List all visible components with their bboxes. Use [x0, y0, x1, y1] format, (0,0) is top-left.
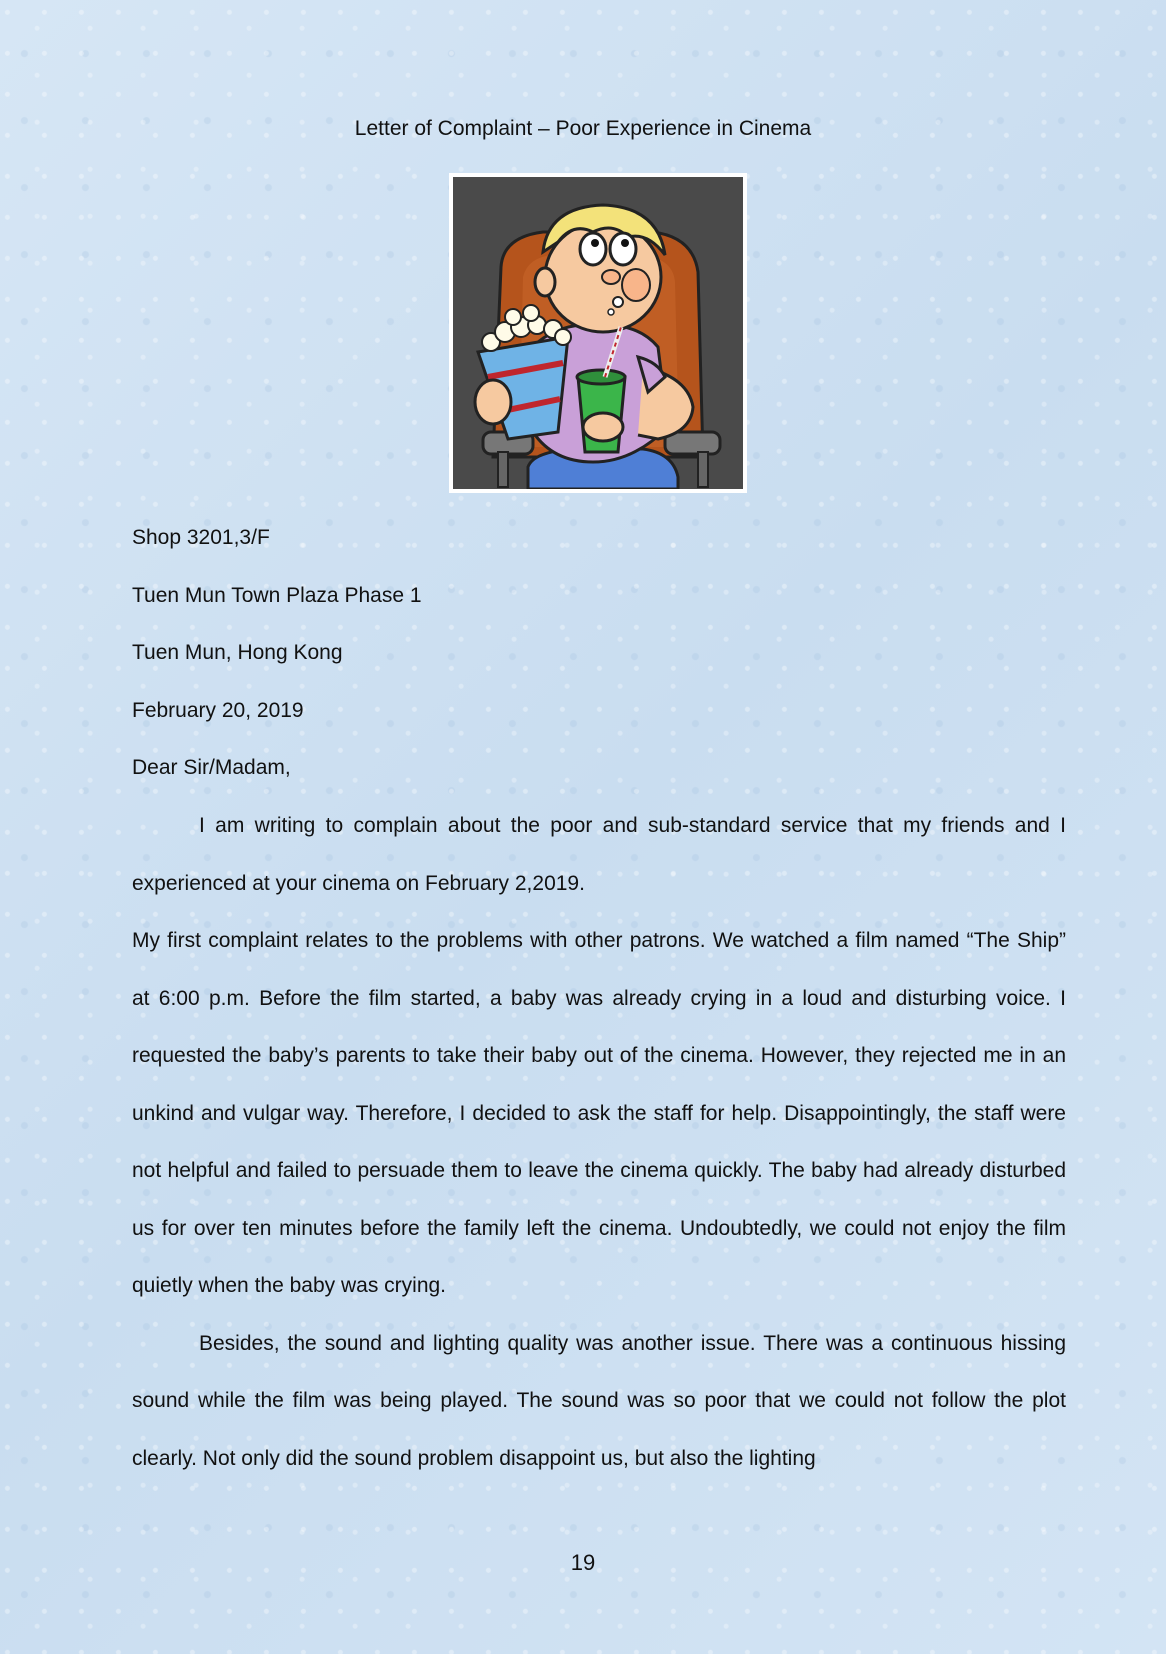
paragraph: Besides, the sound and lighting quality was another issue. There was a continuous hissing sound while the film was being played. The sound was so poor that we could not follow the plot clearly. Not only did the sound problem disappoint us, but also the lighting — [132, 1331, 1066, 1470]
sender-address-block — [132, 509, 1066, 797]
letter-date: February 20, 2019 — [132, 698, 304, 722]
document-title: Letter of Complaint – Poor Experience in Cinema — [354, 117, 812, 140]
address-line: Tuen Mun Town Plaza Phase 1 — [132, 583, 422, 607]
letter-body — [132, 797, 1066, 1487]
page-number: 19 — [570, 1550, 596, 1575]
paragraph: I am writing to complain about the poor and sub-standard service that my friends and I experienced at your cinema on February 2,2019. — [132, 814, 1066, 895]
paragraph: My first complaint relates to the problems with other patrons. We watched a film named “The Ship” at 6:00 p.m. Before the film started, a baby was already crying in a loud and disturbing voice. I requested the baby’s parents to take their baby out of the cinema. However, they rejected me in an unkind and vulgar way. Therefore, I decided to ask the staff for help. Disappointingly, the staff were not helpful and failed to persuade them to leave the cinema quickly. The baby had already disturbed us for over ten minutes before the family left the cinema. Undoubtedly, we could not enjoy the film quietly when the baby was crying. — [132, 929, 1066, 1297]
address-line: Shop 3201,3/F — [132, 526, 270, 549]
address-line: Tuen Mun, Hong Kong — [132, 641, 343, 664]
salutation: Dear Sir/Madam, — [132, 756, 291, 779]
boy-eating-popcorn-icon — [453, 177, 743, 489]
cinema-boy-illustration — [449, 173, 747, 493]
